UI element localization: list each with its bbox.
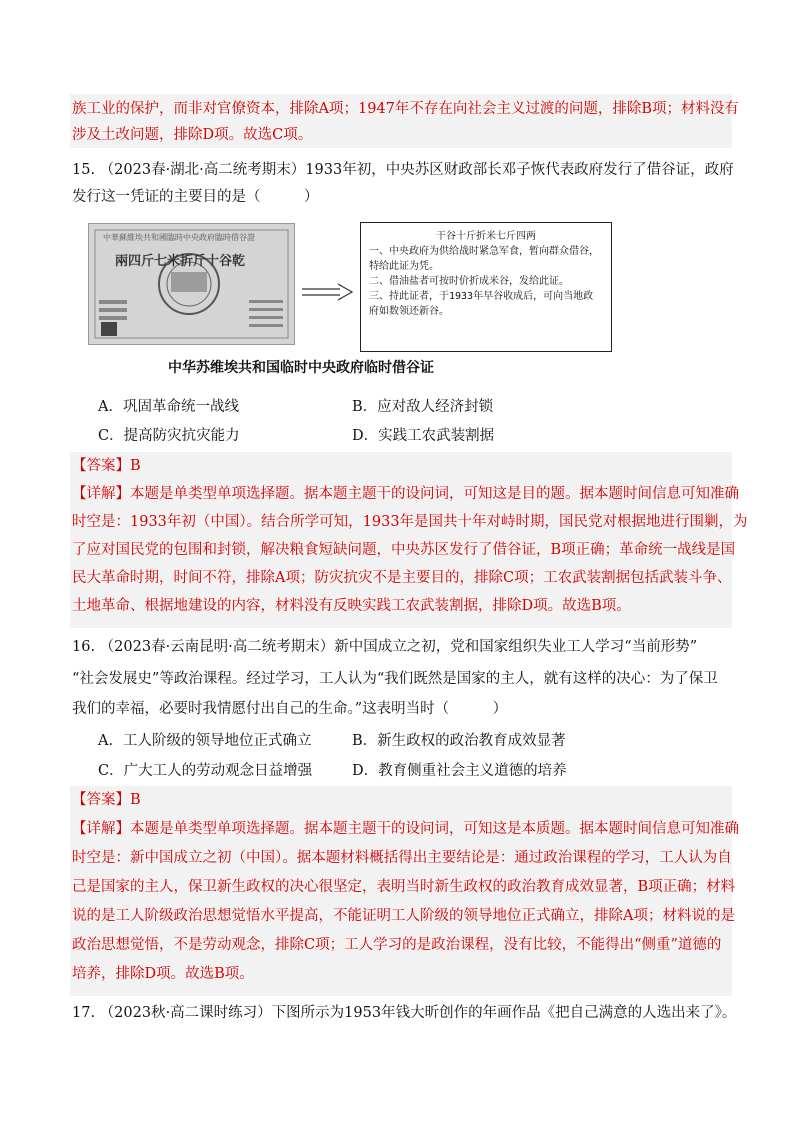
transcription-title: 干谷十斤折米七斤四两 [436,231,536,242]
explanation-line: 族工业的保护，而非对官僚资本，排除A项；1947年不存在向社会主义过渡的问题，排除B项；材料没有 [72,101,740,117]
option-a: A．巩固革命统一战线 [98,399,239,415]
certificate-title: 兩四斤七米折斤十谷乾 [115,254,246,269]
explanation-line: 涉及土改问题，排除D项。故选C项。 [72,127,313,143]
option-a: A．工人阶级的领导地位正式确立 [98,733,312,749]
option-d: D．实践工农武装割据 [352,428,495,444]
certificate-photo [88,223,295,345]
detail-line: 时空是：新中国成立之初（中国）。据本题材料概括得出主要结论是：通过政治课程的学习，工人认为自 [72,850,732,866]
question-stem: 16. （2023春·云南昆明·高二统考期末）新中国成立之初，党和国家组织失业工人学习“当前形势” [72,639,698,655]
answer-value: B [130,792,141,808]
detail-line: 【详解】本题是单类型单项选择题。据本题主题干的设问词，可知这是本质题。据本题时间信息可知准确 [72,821,739,837]
option-b: B．应对敌人经济封锁 [352,399,494,415]
detail-line: 民大革命时期，时间不符，排除A项；防灾抗灾不是主要目的，排除C项；工农武装割据包括武装斗争、 [72,570,732,586]
answer-tag: 【答案】 [72,458,130,474]
detail-line: 政治思想觉悟，不是劳动观念，排除C项；工人学习的是政治课程，没有比较，不能得出“侧重”道德的 [72,937,722,953]
figure-caption: 中华苏维埃共和国临时中央政府临时借谷证 [168,360,434,376]
detail-line: 培养，排除D项。故选B项。 [72,966,254,982]
option-b: B．新生政权的政治教育成效显著 [352,733,566,749]
transcription-item: 二、借油盐者可按时价折成米谷，发给此证。 [369,276,569,287]
detail-line: 【详解】本题是单类型单项选择题。据本题主题干的设问词，可知这是目的题。据本题时间信息可知准确 [72,486,739,502]
question-stem: “社会发展史”等政治课程。经过学习，工人认为“我们既然是国家的主人，就有这样的决心：为了保卫 [72,671,718,687]
question-stem: 我们的幸福，必要时我情愿付出自己的生命。”这表明当时（ ） [72,701,508,717]
answer-line [72,455,141,477]
detail-line: 说的是工人阶级政治思想觉悟水平提高，不能证明工人阶级的领导地位正式确立，排除A项；材料说的是 [72,908,735,924]
option-d: D．教育侧重社会主义道德的培养 [352,763,567,779]
option-c: C．广大工人的劳动观念日益增强 [98,763,313,779]
answer-line [72,789,141,811]
question-stem: 15. （2023春·湖北·高二统考期末）1933年初，中央苏区财政部长邓子恢代表政府发行了借谷证，政府 [72,162,734,178]
detail-line: 土地革命、根据地建设的内容，材料没有反映实践工农武装割据，排除D项。故选B项。 [72,598,631,614]
answer-tag: 【答案】 [72,792,130,808]
right-arrow-icon [300,282,354,302]
transcription-item: 一、中央政府为供给战时紧急军食，暂向群众借谷，特给此证为凭。 [369,246,599,272]
question-stem: 17. （2023秋·高二课时练习）下图所示为1953年钱大昕创作的年画作品《把自己满意的人选出来了》。 [72,1005,737,1021]
detail-line: 了应对国民党的包围和封锁，解决粮食短缺问题，中央苏区发行了借谷证，B项正确；革命统一战线是国 [72,542,736,558]
question-stem: 发行这一凭证的主要目的是（ ） [72,189,319,205]
detail-line: 己是国家的主人，保卫新生政权的决心很坚定，表明当时新生政权的政治教育成效显著，B项正确；材料 [72,879,736,895]
option-c: C．提高防灾抗灾能力 [98,428,240,444]
answer-value: B [130,458,141,474]
certificate-banner: 中華蘇維埃共和國臨時中央政府臨時借谷證 [103,233,255,242]
certificate-transcription [360,222,612,352]
detail-line: 时空是：1933年初（中国）。结合所学可知，1933年是国共十年对峙时期，国民党对根据地进行围剿，为 [72,514,748,530]
transcription-item: 三、持此证者，于1933年早谷收成后，可向当地政府如数领还新谷。 [369,291,594,317]
